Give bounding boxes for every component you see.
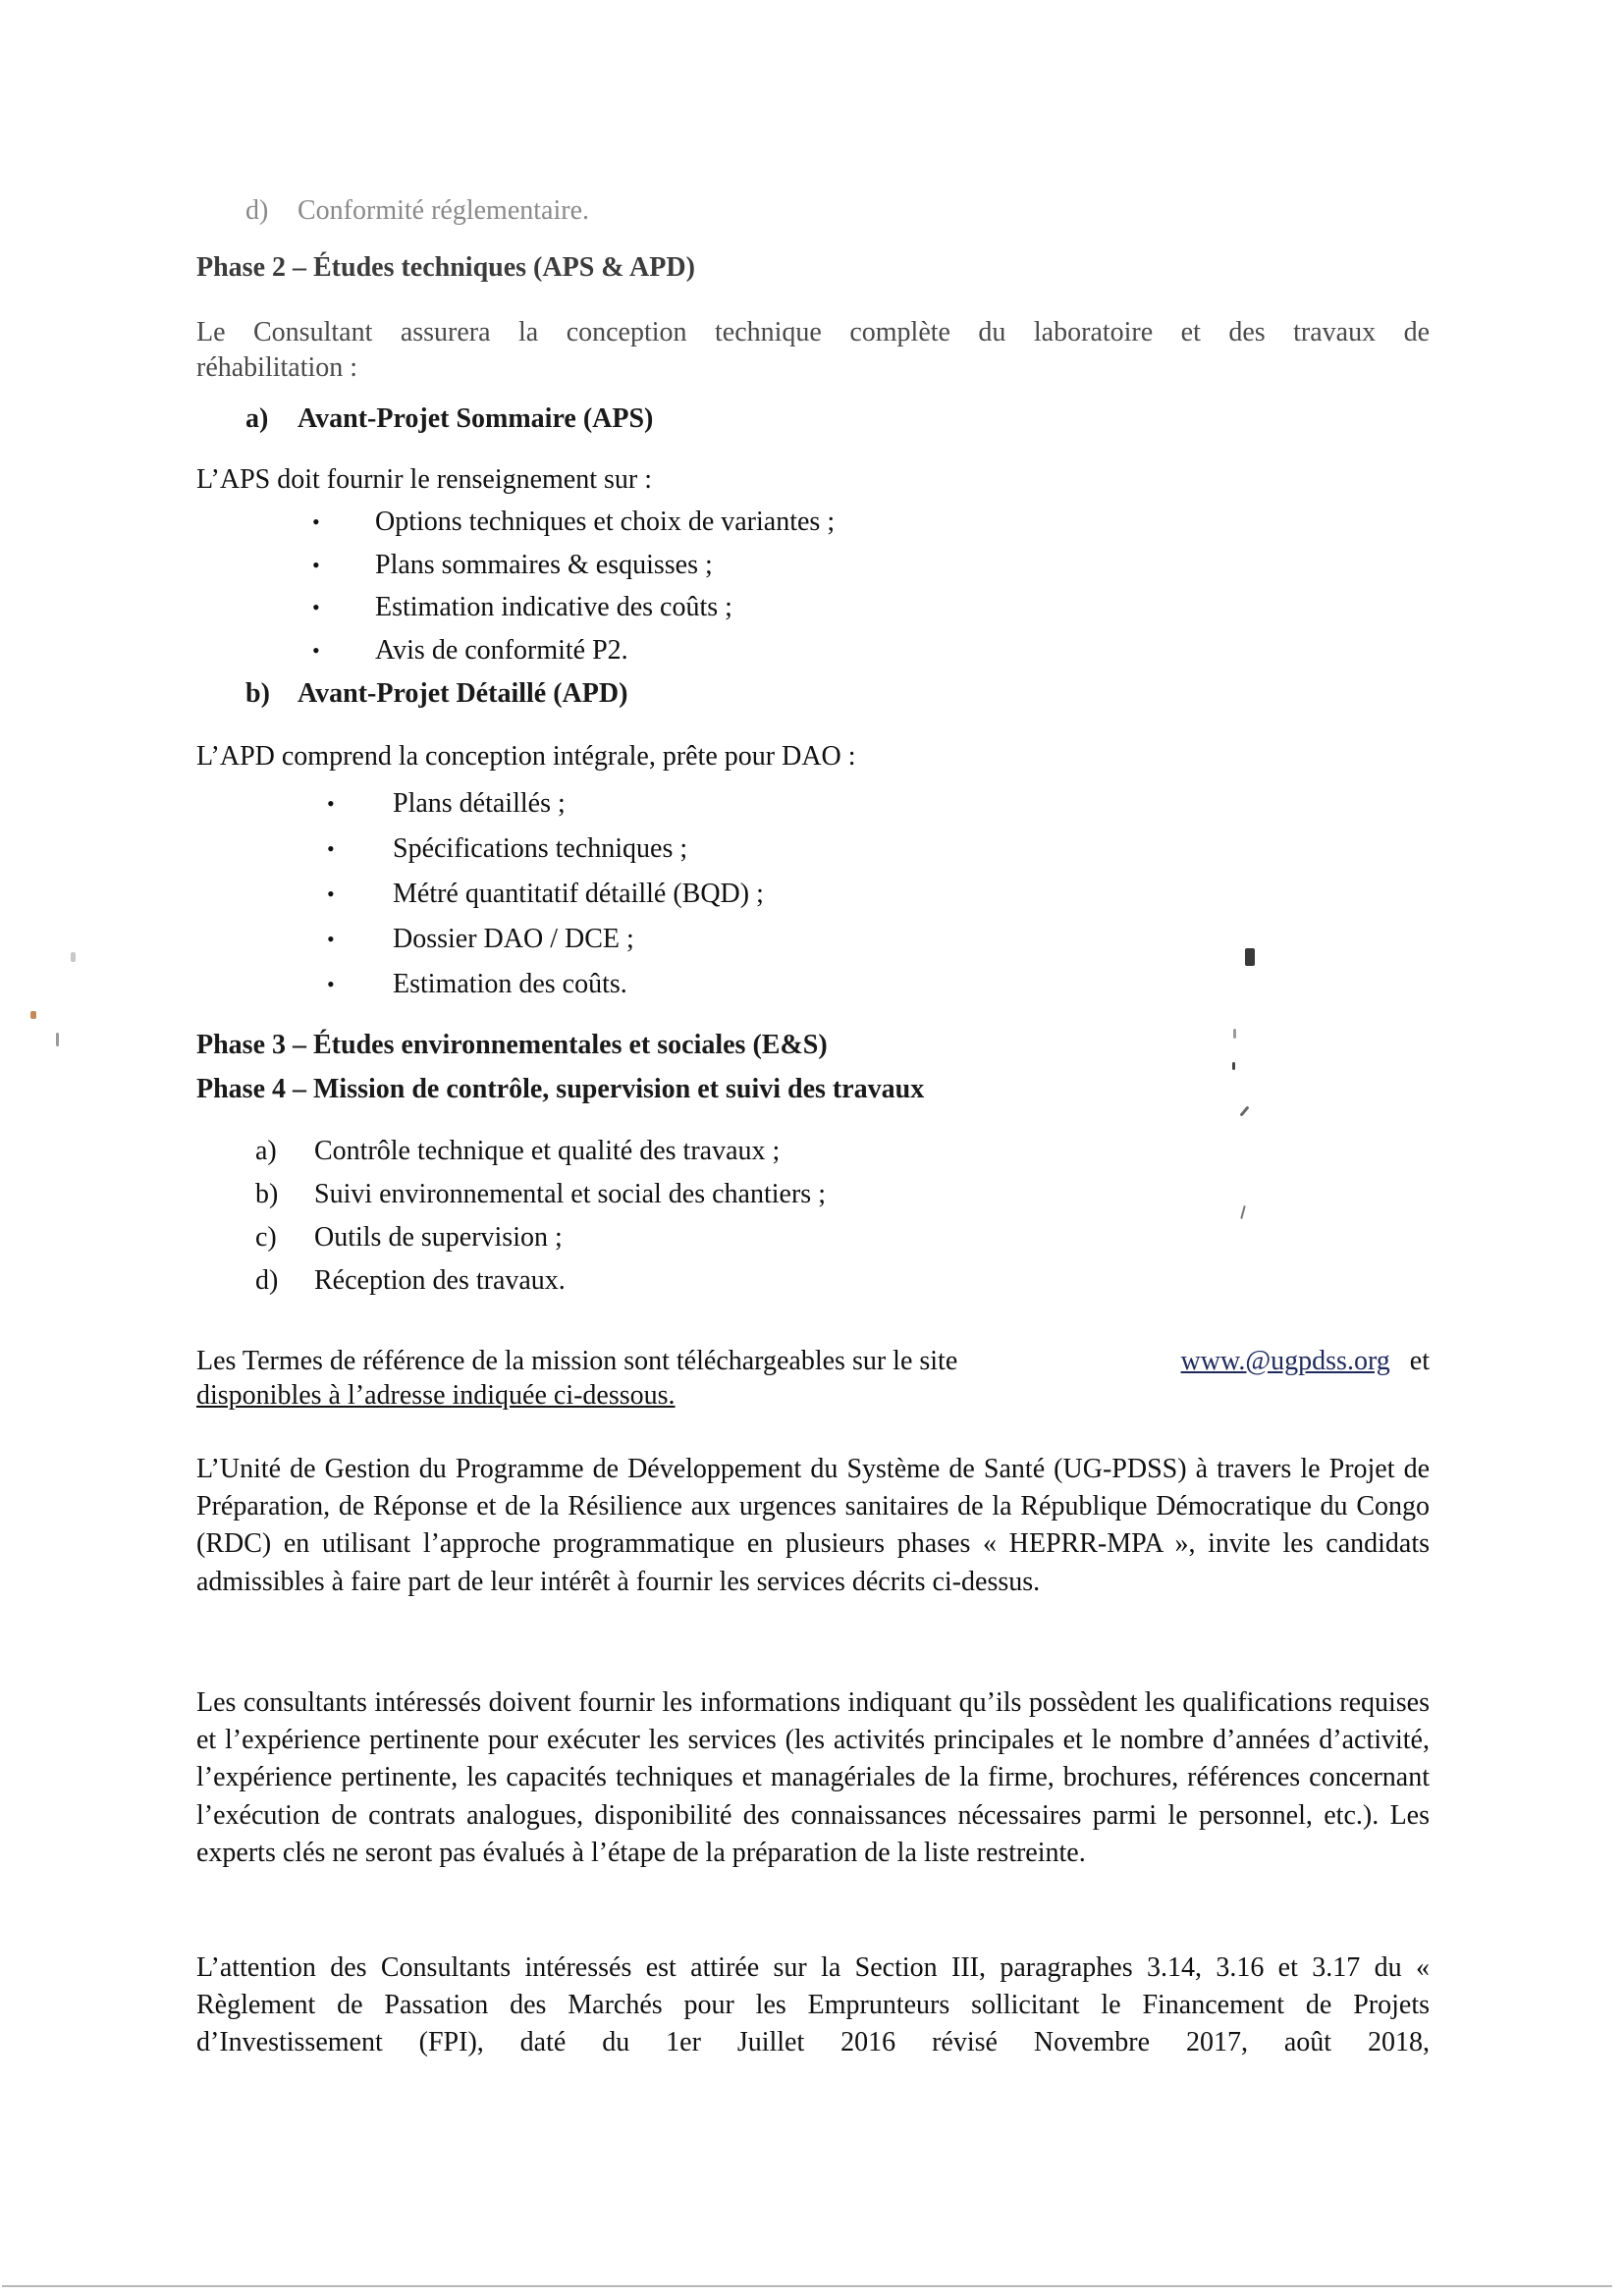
apd-title: Avant-Projet Détaillé (APD) — [298, 678, 628, 709]
bullet-text: Métré quantitatif détaillé (BQD) ; — [393, 879, 764, 909]
bullet-text: Avis de conformité P2. — [375, 635, 628, 666]
list-text: Suivi environnemental et social des chantiers ; — [314, 1179, 826, 1209]
scan-artifact-mark — [30, 1011, 36, 1019]
list-label: d) — [245, 195, 269, 226]
list-text: Réception des travaux. — [314, 1265, 566, 1296]
tor-text: Les Termes de référence de la mission sont téléchargeables sur le site — [196, 1346, 958, 1376]
scan-artifact-mark — [1233, 1029, 1236, 1039]
phase-4-list-item — [255, 1178, 826, 1211]
scan-artifact-mark — [71, 952, 76, 962]
phase-3-heading: Phase 3 – Études environnementales et sociales (E&S) — [196, 1030, 828, 1060]
phase-2-intro-line-2: réhabilitation : — [196, 352, 358, 383]
aps-lead: L’APS doit fournir le renseignement sur : — [196, 464, 653, 495]
list-label: c) — [255, 1222, 277, 1253]
aps-title: Avant-Projet Sommaire (APS) — [298, 403, 654, 434]
paragraph-attention: L’attention des Consultants intéressés est attirée sur la Section III, paragraphes 3.14, 3.16 et 3.17 du « Règlement de Passation des Marchés pour les Emprunteurs sollicitant le Financement de Projets d’Investissement (FPI), daté du 1er Juillet 2016 révisé Novembre 2017, août 2018, — [196, 1952, 1430, 2058]
scan-artifact-mark — [1232, 1062, 1235, 1070]
list-text: Contrôle technique et qualité des travaux ; — [314, 1136, 781, 1166]
scan-artifact-mark — [1245, 948, 1255, 966]
phase-2-heading: Phase 2 – Études techniques (APS & APD) — [196, 252, 695, 283]
tor-line-2: disponibles à l’adresse indiquée ci-dessous. — [196, 1380, 676, 1411]
apd-lead: L’APD comprend la conception intégrale, prête pour DAO : — [196, 741, 856, 772]
bullet-icon: • — [327, 881, 335, 906]
bullet-icon: • — [312, 638, 320, 663]
bullet-text: Dossier DAO / DCE ; — [393, 924, 634, 954]
aps-label: a) — [245, 403, 269, 434]
bullet-icon: • — [327, 927, 335, 951]
phase-2-intro-line-1: Le Consultant assurera la conception technique complète du laboratoire et des travaux de — [196, 317, 1430, 347]
aps-subheading — [245, 402, 653, 436]
bullet-icon: • — [327, 836, 335, 861]
phase-4-heading: Phase 4 – Mission de contrôle, supervision et suivi des travaux — [196, 1074, 925, 1104]
phase-4-list-item — [255, 1135, 780, 1168]
bullet-icon: • — [327, 791, 335, 816]
scan-artifact-mark — [56, 1033, 59, 1046]
bullet-text: Estimation indicative des coûts ; — [375, 592, 732, 622]
apd-subheading — [245, 677, 627, 711]
bullet-text: Estimation des coûts. — [393, 969, 627, 999]
phase-4-list-item — [255, 1221, 563, 1255]
scan-bottom-edge — [2, 2285, 1612, 2287]
apd-label: b) — [245, 678, 270, 709]
tor-line-1 — [196, 1345, 1430, 1378]
bullet-text: Plans détaillés ; — [393, 788, 566, 819]
list-text: Outils de supervision ; — [314, 1222, 563, 1253]
list-label: d) — [255, 1265, 279, 1296]
bullet-text: Options techniques et choix de variantes ; — [375, 507, 836, 537]
intro-list-item — [245, 194, 589, 228]
paragraph-consultants: Les consultants intéressés doivent fournir les informations indiquant qu’ils possèdent les qualifications requises et l’expérience pertinente pour exécuter les services (les activités principales et le nombre d’années d’activité, l’expérience pertinente, les capacités techniques et managériales de la firme, brochures, références concernant l’exécution de contrats analogues, disponibilité des connaissances nécessaires parmi le personnel, etc.). Les experts clés ne seront pas évalués à l’étape de la préparation de la liste restreinte. — [196, 1687, 1430, 1868]
list-label: a) — [255, 1136, 277, 1166]
bullet-icon: • — [327, 972, 335, 996]
paragraph-ugpdss: L’Unité de Gestion du Programme de Développement du Système de Santé (UG-PDSS) à travers le Projet de Préparation, de Réponse et de la Résilience aux urgences sanitaires de la République Démocratique du Congo (RDC) en utilisant l’approche programmatique en plusieurs phases « HEPRR-MPA », invite les candidats admissibles à faire part de leur intérêt à fournir les services décrits ci-dessus. — [196, 1454, 1430, 1597]
list-text: Conformité réglementaire. — [298, 195, 589, 226]
ugpdss-website-link[interactable]: www.@ugpdss.org — [1180, 1346, 1390, 1376]
phase-4-list-item — [255, 1264, 566, 1298]
bullet-text: Plans sommaires & esquisses ; — [375, 550, 713, 580]
scan-artifact-mark — [1239, 1105, 1249, 1116]
bullet-icon: • — [312, 595, 320, 619]
tor-text-after: et — [1409, 1346, 1430, 1376]
bullet-text: Spécifications techniques ; — [393, 833, 688, 864]
bullet-icon: • — [312, 509, 320, 534]
list-label: b) — [255, 1179, 279, 1209]
bullet-icon: • — [312, 553, 320, 577]
scan-artifact-mark — [1240, 1205, 1246, 1219]
